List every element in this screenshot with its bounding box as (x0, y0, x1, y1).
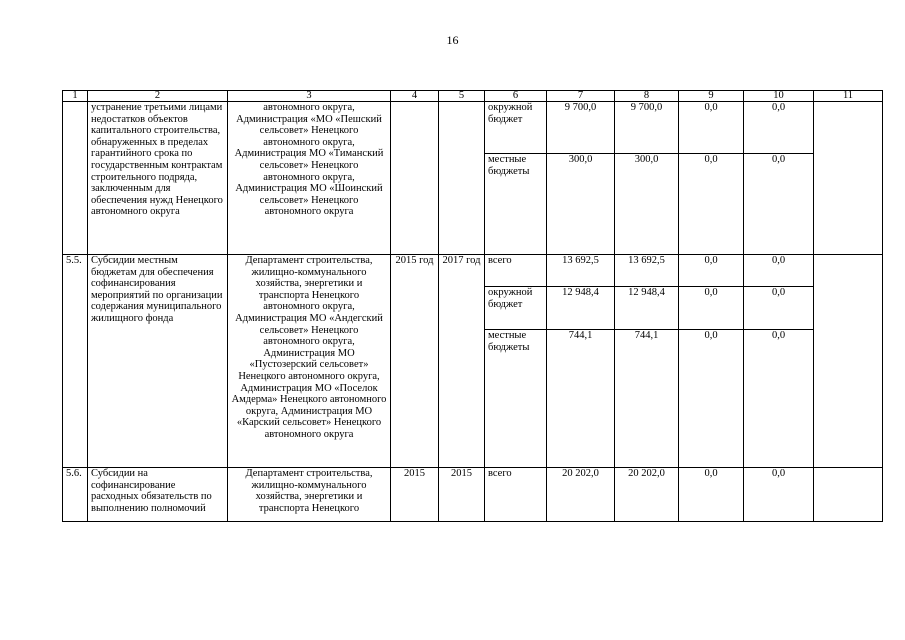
note-cell (814, 255, 883, 468)
table-row (63, 102, 883, 154)
funding-source-cell: всего (485, 255, 547, 287)
value-cell: 12 948,4 (615, 287, 679, 330)
value-cell: 0,0 (744, 102, 814, 154)
funding-source-cell: окружной бюджет (485, 287, 547, 330)
measure-name-cell: Субсидии местным бюджетам для обеспечения софинансирования мероприятий по организации содержания муниципального жилищного фонда (88, 255, 228, 468)
header-cell: 8 (615, 91, 679, 102)
header-row (63, 91, 883, 102)
funding-source-cell: окружной бюджет (485, 102, 547, 154)
funding-source-cell: местные бюджеты (485, 154, 547, 255)
end-year-cell: 2017 год (439, 255, 485, 468)
value-cell: 0,0 (744, 468, 814, 522)
value-cell: 0,0 (744, 255, 814, 287)
value-cell: 13 692,5 (547, 255, 615, 287)
header-cell: 10 (744, 91, 814, 102)
row-number-cell: 5.5. (63, 255, 88, 468)
header-cell: 7 (547, 91, 615, 102)
table-row (63, 468, 883, 522)
header-cell: 3 (228, 91, 391, 102)
page-number: 16 (446, 33, 459, 47)
value-cell: 744,1 (547, 330, 615, 468)
value-cell: 0,0 (679, 330, 744, 468)
end-year-cell: 2015 (439, 468, 485, 522)
value-cell: 20 202,0 (547, 468, 615, 522)
measure-name-cell: Субсидии на софинансирование расходных обязательств по выполнению полномочий (88, 468, 228, 522)
start-year-cell (391, 102, 439, 255)
note-cell (814, 102, 883, 255)
funding-source-cell: всего (485, 468, 547, 522)
header-cell: 1 (63, 91, 88, 102)
end-year-cell (439, 102, 485, 255)
value-cell: 9 700,0 (547, 102, 615, 154)
value-cell: 0,0 (744, 287, 814, 330)
value-cell: 0,0 (744, 154, 814, 255)
value-cell: 0,0 (679, 255, 744, 287)
executor-cell: Департамент строительства, жилищно-коммунального хозяйства, энергетики и транспорта Ненецкого автономного округа, Администрация МО «Андегский сельсовет» Ненецкого автономного округа, Администрация МО «Пустозерский сельсовет» Ненецкого автономного округа, Администрация МО «Поселок Амдерма» Ненецкого автономного округа, Администрация МО «Карский сельсовет» Ненецкого автономного округа (228, 255, 391, 468)
value-cell: 0,0 (679, 287, 744, 330)
header-cell: 5 (439, 91, 485, 102)
header-cell: 11 (814, 91, 883, 102)
header-cell: 4 (391, 91, 439, 102)
row-number-cell: 5.6. (63, 468, 88, 522)
value-cell: 12 948,4 (547, 287, 615, 330)
value-cell: 744,1 (615, 330, 679, 468)
value-cell: 20 202,0 (615, 468, 679, 522)
value-cell: 0,0 (679, 154, 744, 255)
row-number-cell (63, 102, 88, 255)
value-cell: 0,0 (679, 468, 744, 522)
value-cell: 13 692,5 (615, 255, 679, 287)
start-year-cell: 2015 (391, 468, 439, 522)
header-cell: 2 (88, 91, 228, 102)
funding-source-cell: местные бюджеты (485, 330, 547, 468)
value-cell: 9 700,0 (615, 102, 679, 154)
header-cell: 9 (679, 91, 744, 102)
table-row (63, 255, 883, 287)
note-cell (814, 468, 883, 522)
start-year-cell: 2015 год (391, 255, 439, 468)
value-cell: 300,0 (547, 154, 615, 255)
measure-name-cell: устранение третьими лицами недостатков объектов капитального строительства, обнаруженных в пределах гарантийного срока по государственным контрактам строительного подряда, заключенным для обеспечения нужд Ненецкого автономного округа (88, 102, 228, 255)
executor-cell: Департамент строительства, жилищно-коммунального хозяйства, энергетики и транспорта Ненецкого (228, 468, 391, 522)
value-cell: 0,0 (679, 102, 744, 154)
budget-table (62, 90, 883, 522)
executor-cell: автономного округа, Администрация «МО «Пешский сельсовет» Ненецкого автономного округа, Администрация МО «Тиманский сельсовет» Ненецкого автономного округа, Администрация МО «Шоинский сельсовет» Ненецкого автономного округа (228, 102, 391, 255)
value-cell: 300,0 (615, 154, 679, 255)
header-cell: 6 (485, 91, 547, 102)
value-cell: 0,0 (744, 330, 814, 468)
